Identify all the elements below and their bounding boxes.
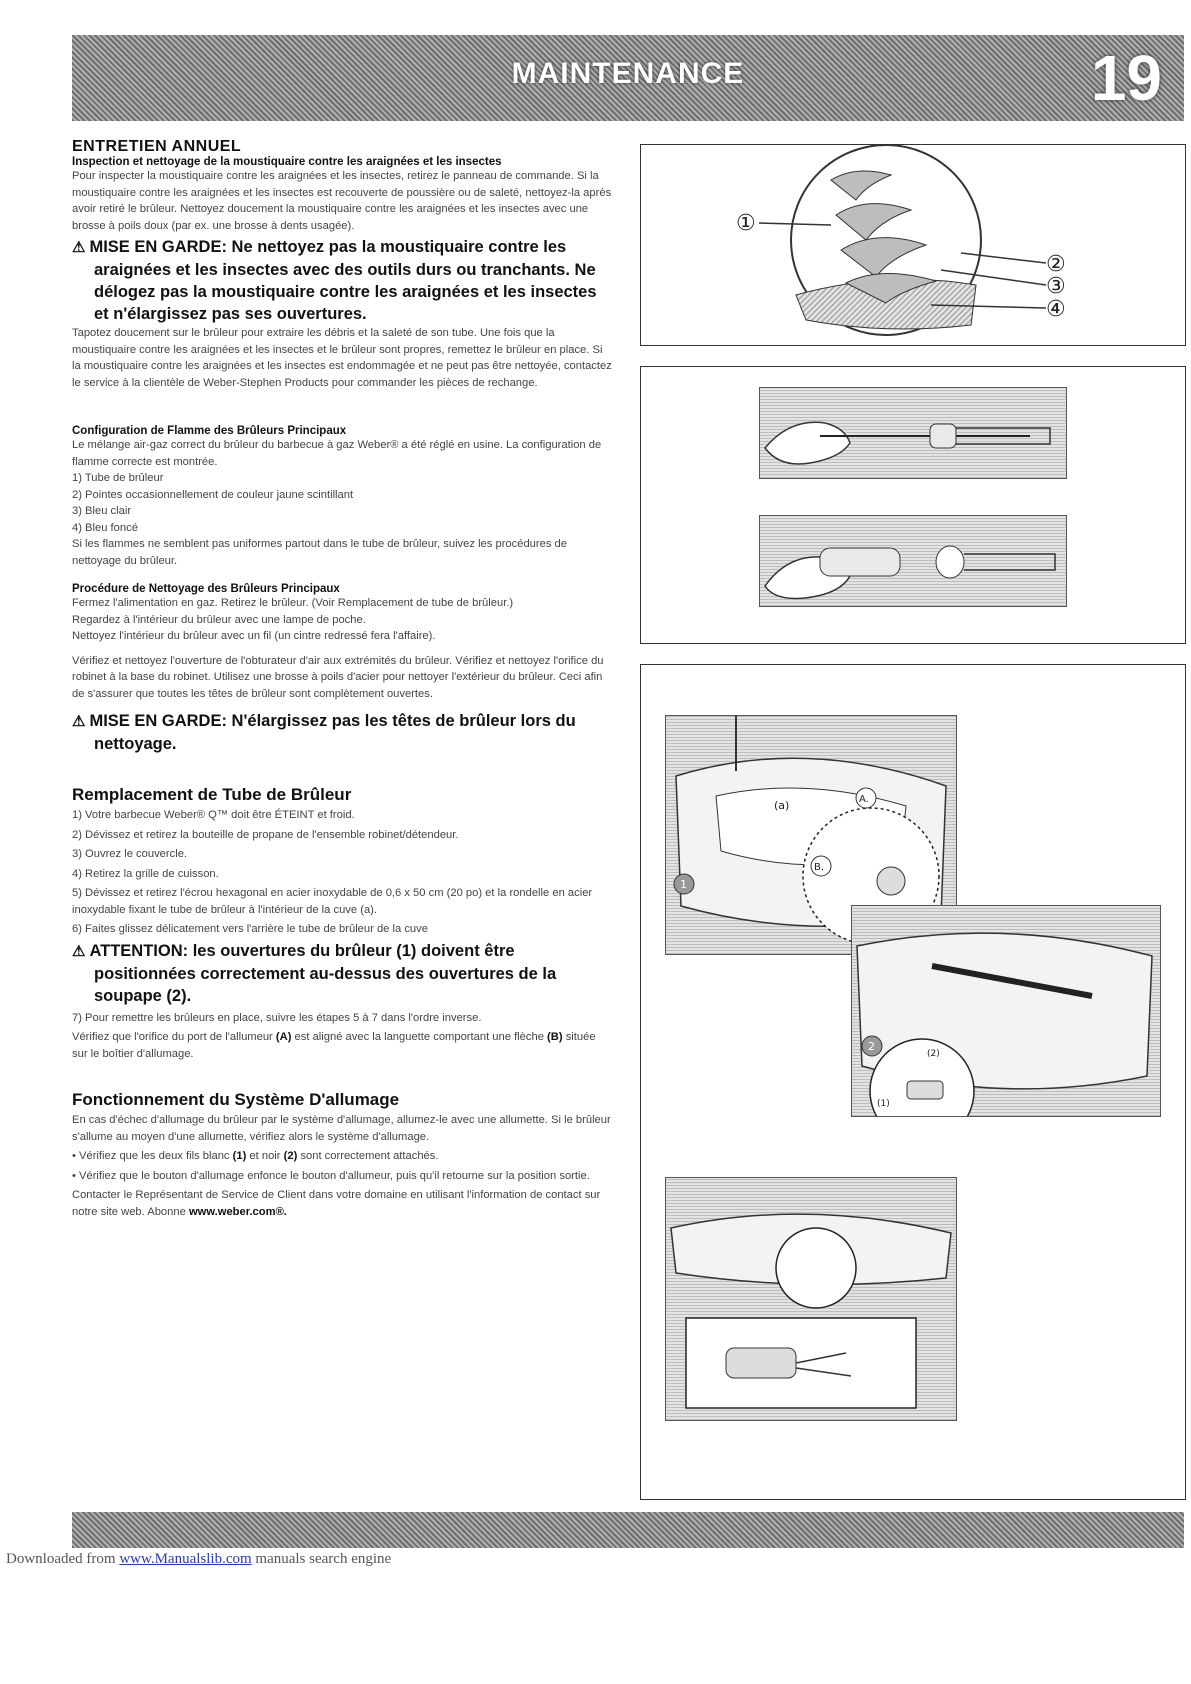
header-banner (72, 35, 1184, 121)
igniter-detail-box (686, 1318, 916, 1408)
tag-a: (a) (774, 799, 790, 812)
flashlight-illustration (759, 515, 1067, 607)
callout-4: ④ (1046, 297, 1066, 322)
warning-icon: ⚠ (72, 239, 86, 256)
text-column (72, 138, 612, 1220)
page-number: 19 (1090, 42, 1162, 114)
step-1-label: 1 (680, 878, 687, 891)
hand-shape (765, 422, 850, 464)
burner-opening (936, 546, 964, 578)
footer-bar (72, 1512, 1184, 1548)
callout-3: ③ (1046, 274, 1066, 299)
igniter-port (877, 867, 905, 895)
wire-cleaning-illustration (759, 387, 1067, 479)
section-title-cleaning: Procédure de Nettoyage des Brûleurs Principaux (72, 583, 340, 595)
contact-text: Contacter le Représentant de Service de Client dans votre domaine en utilisant l'information de contact sur notre site web. Abonne (72, 1189, 601, 1218)
ignition-bullet (72, 1148, 612, 1165)
warning-icon: ⚠ (72, 713, 86, 730)
callout-2: ② (1046, 252, 1066, 277)
replacement-figure-panel (640, 664, 1186, 1500)
burner-end (930, 424, 956, 448)
igniter-text: Vérifiez que l'orifice du port de l'allumeur (72, 1031, 273, 1043)
replacement-step: 3) Ouvrez le couvercle. (72, 848, 188, 860)
label-a: (A) (275, 1031, 292, 1043)
paragraph-flame-uneven: Si les flammes ne semblent pas uniformes partout dans le tube de brûleur, suivez les procédures de nettoyage du brûleur. (72, 538, 568, 567)
cleaning-line: Regardez à l'intérieur du brûleur avec une lampe de poche. (72, 613, 366, 626)
label-b: (B) (547, 1031, 563, 1043)
replacement-step: 6) Faites glissez délicatement vers l'arrière le tube de brûleur de la cuve (72, 923, 428, 935)
replacement-step: 5) Dévissez et retirez l'écrou hexagonal en acier inoxydable de 0,6 x 50 cm (20 po) et la rondelle en acier inoxydable fixant le tube de brûleur à l'intérieur de la cuve (a). (72, 887, 593, 916)
flame-diagram (641, 145, 1185, 345)
paragraph-burner-tap: Tapotez doucement sur le brûleur pour extraire les débris et la saleté de son tube. Une fois que la moustiquaire contre les araignées et les insectes et le brûleur sont propres, remettez le brûleur en place. Si la moustiquaire contre les araignées et les insectes est endommagée et ne peut pas être nettoyée, contactez le service à la clientèle de Weber-Stephen Products pour commander les pièces de rechange. (72, 327, 612, 389)
burner-tube (964, 554, 1055, 570)
tag-B: B. (814, 862, 825, 873)
tag-1: (1) (877, 1099, 890, 1109)
paragraph-contact (72, 1187, 612, 1220)
flame-item: 2) Pointes occasionnellement de couleur jaune scintillant (72, 488, 354, 501)
flashlight-shape (820, 548, 900, 576)
cleaning-figure-panel (640, 366, 1186, 644)
tag-2: (2) (927, 1049, 940, 1059)
paragraph-ignition: En cas d'échec d'allumage du brûleur par le système d'allumage, allumez-le avec une allumette. Si le brûleur s'allume au moyen d'une allumette, vérifiez alors le système d'allumage. (72, 1114, 611, 1143)
section-title-replacement: Remplacement de Tube de Brûleur (72, 785, 352, 804)
paragraph-igniter-check (72, 1029, 612, 1062)
replacement-step: 1) Votre barbecue Weber® Q™ doit être ÉTEINT et froid. (72, 809, 355, 821)
flame-item: 1) Tube de brûleur (72, 472, 164, 484)
step-2-label: 2 (868, 1040, 875, 1053)
wire-1-label: (1) (232, 1150, 247, 1162)
tag-A: A. (859, 794, 869, 805)
warning-screen-text: MISE EN GARDE: Ne nettoyez pas la moustiquaire contre les araignées et les insectes avec des outils durs ou tranchants. Ne délogez pas la moustiquaire contre les araignées et les insectes et n'élargissez pas ses ouvertures. (89, 238, 597, 323)
bullet-text: et noir (249, 1150, 281, 1162)
igniter-text: est aligné avec la languette comportant une flèche (294, 1031, 544, 1043)
detail-circle (776, 1228, 856, 1308)
valve-shape (907, 1081, 943, 1099)
callout-1: ① (736, 211, 756, 236)
cleaning-line: Fermez l'alimentation en gaz. Retirez le brûleur. (Voir Remplacement de tube de brûleur.) (72, 597, 514, 609)
igniter-module (726, 1348, 796, 1378)
replacement-step: 7) Pour remettre les brûleurs en place, suivre les étapes 5 à 7 dans l'ordre inverse. (72, 1011, 482, 1024)
page-title: MAINTENANCE (511, 57, 745, 90)
igniter-text: située sur le boîtier d'allumage. (72, 1031, 596, 1060)
step3-illustration (665, 1177, 957, 1421)
section-title-ignition: Fonctionnement du Système D'allumage (72, 1090, 400, 1109)
flame-item: 3) Bleu clair (72, 505, 132, 517)
download-note (6, 1551, 391, 1568)
warning-burner-heads-text: MISE EN GARDE: N'élargissez pas les têtes de brûleur lors du nettoyage. (89, 712, 576, 753)
section-subtitle-screen: Inspection et nettoyage de la moustiquaire contre les araignées et les insectes (72, 156, 502, 168)
warning-icon: ⚠ (72, 942, 86, 960)
replacement-step: 4) Retirez la grille de cuisson. (72, 867, 219, 880)
wire-2-label: (2) (283, 1150, 298, 1162)
section-title-flame: Configuration de Flamme des Brûleurs Principaux (72, 425, 347, 437)
replacement-step: 2) Dévissez et retirez la bouteille de propane de l'ensemble robinet/détendeur. (72, 828, 459, 841)
paragraph-flame: Le mélange air-gaz correct du brûleur du barbecue à gaz Weber® a été réglé en usine. La configuration de flamme correcte est montrée. (72, 439, 602, 468)
download-suffix: manuals search engine (255, 1551, 392, 1567)
download-prefix: Downloaded from (6, 1551, 116, 1567)
step2-illustration (851, 905, 1161, 1117)
paragraph-cleaning-check: Vérifiez et nettoyez l'ouverture de l'obturateur d'air aux extrémités du brûleur. Vérifiez et nettoyez l'orifice du robinet à la base du robinet. Utilisez une brosse à poils d'acier pour nettoyer l'extérieur du brûleur. Ceci afin de s'assurer que toutes les têtes de brûleur sont complètement ouvertes. (72, 654, 604, 700)
manualslib-link[interactable]: www.Manualslib.com (119, 1551, 252, 1567)
section-title-annual: ENTRETIEN ANNUEL (72, 138, 242, 155)
cleaning-line: Nettoyez l'intérieur du brûleur avec un fil (un cintre redressé fera l'affaire). (72, 630, 436, 642)
paragraph-screen-inspect: Pour inspecter la moustiquaire contre les araignées et les insectes, retirez le panneau de commande. Si la moustiquaire contre les araignées et les insectes est recouverte de poussière ou de saleté, nettoyez-la après avoir retiré le brûleur. Nettoyez doucement la moustiquaire contre les araignées et les insectes avec une brosse à poils doux (par ex. une brosse à dents usagée). (72, 170, 612, 232)
flame-item: 4) Bleu foncé (72, 521, 138, 534)
flame-figure-panel (640, 144, 1186, 346)
weber-link[interactable]: www.weber.com®. (188, 1205, 287, 1218)
warning-burner-heads (72, 710, 612, 755)
warning-screen (72, 236, 612, 325)
bullet-text: • Vérifiez que les deux fils blanc (72, 1150, 230, 1162)
warning-attention-text: ATTENTION: les ouvertures du brûleur (1) doivent être positionnées correctement au-dessus des ouvertures de la soupape (2). (89, 941, 557, 1005)
warning-attention (72, 940, 612, 1007)
bullet-text: sont correctement attachés. (300, 1150, 439, 1162)
ignition-bullet: • Vérifiez que le bouton d'allumage enfonce le bouton d'allumeur, puis qu'il retourne sur la position sortie. (72, 1169, 590, 1182)
